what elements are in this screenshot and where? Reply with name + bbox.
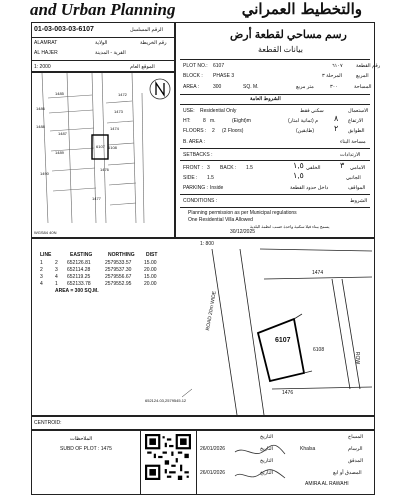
side-label: SIDE : [183,175,198,181]
coord-row-3-from: 3 [40,274,43,280]
use-label: USE: [183,108,195,114]
conditions-ar: الشروط [350,198,368,204]
use: Residential Only [200,108,237,114]
area-unit-ar: متر مربع [296,84,314,90]
coord-row-4-dist: 20.00 [144,281,157,287]
side-ar: ١,٥ [293,171,304,180]
divider [31,37,175,38]
qr-code [145,434,191,480]
coord-row-2-dist: 20.00 [144,267,157,273]
serial-label-ar: الرقم المسلسل [130,27,163,33]
main-map [32,239,374,415]
front-label: FRONT : [183,165,203,171]
approver-ar: المصدق أو ابع [333,470,362,476]
coord-header-dist: DIST [146,252,158,258]
coord-row-2-northing: 2579537.30 [105,267,132,273]
approver-date-ar: التاريخ [260,470,273,476]
loc-plot-1476: 1476 [100,167,109,172]
block: PHASE 3 [213,73,235,79]
parking-label-ar: المواقف [348,185,366,191]
block-ar: المربع [356,73,369,79]
coord-row-3-northing: 2579556.67 [105,274,132,280]
coord-row-3-easting: 652119.25 [67,274,91,280]
block-ar-value: المرحلة ٣ [322,73,343,79]
wilayat-ar: الولاية [95,40,108,46]
floors-ar: ٢ [334,124,339,133]
side-ar-label: الجانبي [346,175,361,181]
coord-area: AREA = 300 SQ.M. [55,288,99,294]
plot-no: 6107 [213,63,225,69]
remarks-ar: الملاحظات [70,436,93,442]
header-title-en: and Urban Planning [30,0,176,19]
checker-ar: المدقق [348,458,363,464]
ht-ar: ٨ [334,114,339,123]
divider [180,94,370,95]
drafter-name: Khalsa [300,446,316,452]
plot-no-ar: رقم القطعة [356,63,381,69]
loc-plot-1485: 1485 [55,91,64,96]
ht-label: HT: [183,118,191,124]
checker-date-ar: التاريخ [260,458,273,464]
main-map-plot-north: 1474 [312,270,324,276]
right-title-ar: رسم مساحي لقطعة أرض [230,29,347,41]
divider [180,148,370,149]
floors-label: FLOORS : [183,128,207,134]
conditions-note-1: Planning permission as per Municipal regulations [188,210,297,216]
serial-no: 01-03-003-03-6107 [34,26,94,33]
coord-header-line: LINE [40,252,52,258]
coord-header-easting: EASTING [70,252,93,258]
main-map-scale: 1: 800 [200,241,214,247]
coord-header-northing: NORTHING [108,252,135,258]
coord-row-4-to: 1 [55,281,58,287]
barea-ar: مساحة البناء [340,139,366,145]
divider [180,194,370,195]
divider [180,59,370,60]
area-unit: SQ. M. [243,84,259,90]
plot-no-ar-value: ٦١٠٧ [332,63,343,69]
approver-name: AMIRA AL RAWAHI [305,481,349,487]
centroid-label: CENTROID: [34,420,62,426]
back-ar: ١,٥ [293,161,304,170]
coord-row-1-dist: 15.00 [144,260,157,266]
village: AL HAJER [34,50,58,56]
loc-plot-1486: 1486 [36,106,45,111]
floors-label-ar: الطوابق [348,128,365,134]
main-map-plot: 6107 [275,337,291,344]
side: 1.5 [207,175,214,181]
header-title-ar: والتخطيط العمراني [241,0,362,18]
parking: Inside [210,185,224,191]
datum: WGS84 40N [34,230,57,235]
loc-plot-1488: 1488 [36,124,45,129]
coord-row-2-to: 3 [55,267,58,273]
ht-unit: m. [210,118,216,124]
main-map-coord-label: 652124.03,2579545.12 [145,398,187,403]
ht-label-ar: الارتفاع [348,118,364,124]
divider [180,207,370,208]
coord-row-4-from: 4 [40,281,43,287]
coord-row-1-easting: 652126.81 [67,260,91,266]
floors-ar-desc: (طابقين) [296,128,315,134]
back: 1.5 [246,165,253,171]
coord-row-4-easting: 652133.78 [67,281,91,287]
conditions-label: CONDITIONS : [183,198,218,204]
surveyor-ar: المساح [348,434,364,440]
use-ar: سكني فقط [300,108,324,114]
drafter-date-ar: التاريخ [260,446,273,452]
conditions-note-ar: يسمح ببناء فيلا سكنية واحدة حسب انظمة البلدية [250,224,330,229]
divider [140,430,141,495]
coord-row-1-from: 1 [40,260,43,266]
area-label: AREA : [183,84,200,90]
coord-row-1-northing: 2579533.57 [105,260,132,266]
plot-no-label: PLOT NO.: [183,63,208,69]
location-map [32,73,174,228]
plot-6107-boundary [258,319,304,381]
ht-ar-desc: م (ثمانية امتار) [288,118,319,124]
conditions-header-ar: الشروط العامة [250,96,281,102]
loc-plot-1490: 1490 [40,171,49,176]
main-map-row-label: ROW [354,351,361,365]
back-ar-label: الخلفي [306,165,321,171]
area: 300 [213,84,222,90]
block-label: BLOCK : [183,73,203,79]
floors: 2 [212,128,215,134]
loc-plot-6108: 6108 [108,145,117,150]
location-map-scale: 1: 2000 [34,64,51,70]
back-label: BACK : [220,165,237,171]
loc-plot-1477: 1477 [92,196,101,201]
right-subtitle-ar: بيانات القطعة [258,45,303,54]
main-map-road-label: ROAD 20m WIDE [205,290,218,332]
setbacks-ar: الارتدادات [340,152,361,158]
map-no-ar: رقم الخريطة [140,40,167,46]
coord-row-3-dist: 15.00 [144,274,157,280]
area-ar: المساحة [354,84,372,90]
main-map-plot-south: 1476 [282,390,294,396]
front-ar: ٣ [340,161,345,170]
subd-plot: SUBD OF PLOT : 1475 [60,446,112,452]
divider [180,104,370,105]
setbacks-label: SETBACKS : [183,152,213,158]
parking-label: PARKING : [183,185,208,191]
drafter-ar: الرسام [348,446,363,452]
loc-plot-1489: 1489 [55,150,64,155]
ht-desc: (Eight)m [232,118,251,124]
wilayat: ALAMRAT [34,40,58,46]
surveyor-date-ar: التاريخ [260,434,273,440]
divider [196,430,197,495]
coord-row-3-to: 4 [55,274,58,280]
conditions-note-2: One Residential Villa Allowed [188,217,253,223]
loc-plot-6107: 6107 [96,144,105,149]
main-map-plot-east: 6108 [313,347,325,353]
loc-plot-1473: 1473 [114,109,123,114]
coord-row-2-easting: 652114.28 [67,267,91,273]
divider [31,60,175,61]
loc-plot-1472: 1472 [118,92,127,97]
loc-plot-1487: 1487 [58,131,67,136]
area-ar-value: ٣٠٠ [330,84,339,90]
location-map-ar: الموقع العام [130,64,155,70]
coord-row-2-from: 2 [40,267,43,273]
loc-plot-1474: 1474 [110,126,119,131]
front-ar-label: الامامي [350,165,366,171]
parking-ar: داخل حدود القطعة [290,185,329,191]
coord-row-1-to: 2 [55,260,58,266]
village-ar: القرية - المدينة [95,50,126,56]
ht: 8 [203,118,206,124]
floors-desc: (2 Floors) [222,128,244,134]
centroid-box [31,416,375,430]
use-label-ar: الاستعمال [348,108,369,114]
issue-date: 30/12/2025 [230,229,256,235]
drafter-date: 26/01/2026 [200,446,226,452]
coord-row-4-northing: 2579552.95 [105,281,132,287]
front: 3 [207,165,210,171]
signature-drawing [230,440,290,490]
barea-label: B. AREA : [183,139,205,145]
approver-date: 26/01/2026 [200,470,226,476]
